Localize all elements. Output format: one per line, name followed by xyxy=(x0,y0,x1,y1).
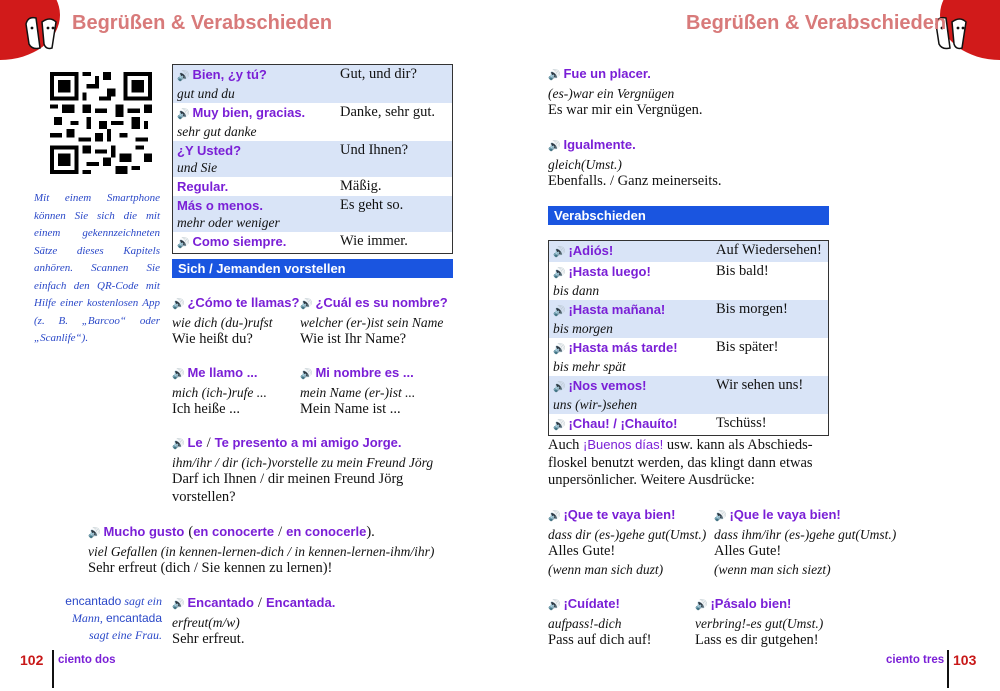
speaker-icon[interactable]: 🔊 xyxy=(553,382,566,393)
faces-icon xyxy=(22,14,62,52)
table-row xyxy=(173,65,453,104)
page-number-left: 102 xyxy=(20,652,44,668)
speaker-icon[interactable]: 🔊 xyxy=(548,600,561,611)
literal-translation: mehr oder weniger xyxy=(177,215,280,230)
german-translation: Danke, sehr gut. xyxy=(340,104,436,120)
table-row xyxy=(549,300,829,338)
speaker-icon[interactable]: 🔊 xyxy=(548,70,561,81)
spanish-phrase: ¡Hasta mañana! xyxy=(568,302,666,317)
speaker-icon[interactable]: 🔊 xyxy=(714,511,727,522)
table-row xyxy=(549,414,829,436)
table-row xyxy=(173,232,453,254)
german-translation: Auf Wiedersehen! xyxy=(712,241,829,263)
phrase-como-te-llamas: 🔊 ¿Cómo te llamas? wie dich (du-)rufst Wie heißt du? xyxy=(172,295,300,347)
table-row xyxy=(173,196,453,232)
speaker-icon[interactable]: 🔊 xyxy=(553,268,566,279)
qr-code[interactable] xyxy=(50,72,152,174)
literal-translation: und Sie xyxy=(177,160,218,175)
speaker-icon[interactable]: 🔊 xyxy=(172,299,185,310)
speaker-icon[interactable]: 🔊 xyxy=(548,141,561,152)
table-row xyxy=(549,241,829,263)
phrase-mi-nombre-es: 🔊 Mi nombre es ... mein Name (er-)ist ... Mein Name ist ... xyxy=(300,365,416,417)
spanish-phrase: Más o menos. xyxy=(177,198,263,213)
page-title-left: Begrüßen & Verabschieden xyxy=(72,12,333,34)
literal-translation: gut und du xyxy=(177,86,235,101)
phrase-te-presento: 🔊 Le / Te presento a mi amigo Jorge. ihm/ihr / dir (ich-)vorstelle zu mein Freund Jörg Darf ich Ihnen / dir meinen Freund Jörg vorstellen? xyxy=(172,435,434,505)
spanish-phrase: ¡Nos vemos! xyxy=(568,378,647,393)
german-translation: Gut, und dir? xyxy=(336,65,453,104)
phrase-igualmente: 🔊 Igualmente. gleich(Umst.) Ebenfalls. / Ganz meinerseits. xyxy=(548,137,722,189)
footer-rule-left xyxy=(52,650,54,688)
speaker-icon[interactable]: 🔊 xyxy=(172,599,185,610)
spanish-phrase: ¡Adiós! xyxy=(568,243,614,258)
speaker-icon[interactable]: 🔊 xyxy=(300,369,313,380)
table-row xyxy=(173,177,453,196)
spanish-cell xyxy=(549,300,713,338)
speaker-icon[interactable]: 🔊 xyxy=(548,511,561,522)
phrase-que-le-vaya-bien: 🔊 ¡Que le vaya bien! dass ihm/ihr (es-)gehe gut(Umst.) Alles Gute! (wenn man sich siezt) xyxy=(714,507,897,577)
spanish-phrase: ¡Chau! / ¡Chauíto! xyxy=(568,416,678,431)
page-word-left: ciento dos xyxy=(58,654,116,666)
spanish-phrase: Bien, ¿y tú? xyxy=(192,67,267,82)
speaker-icon[interactable]: 🔊 xyxy=(300,299,313,310)
spanish-cell xyxy=(549,376,713,414)
phrase-que-te-vaya-bien: 🔊 ¡Que te vaya bien! dass dir (es-)gehe gut(Umst.) Alles Gute! (wenn man sich duzt) xyxy=(548,507,707,577)
speaker-icon[interactable]: 🔊 xyxy=(695,600,708,611)
speaker-icon[interactable]: 🔊 xyxy=(172,369,185,380)
page-word-right: ciento tres xyxy=(886,654,945,666)
spanish-cell xyxy=(549,414,713,436)
speaker-icon[interactable]: 🔊 xyxy=(88,528,101,539)
phrase-mucho-gusto: 🔊 Mucho gusto (en conocerte / en conocerle). viel Gefallen (in kennen-lernen-dich / in kennen-lernen-ihm/ihr) Sehr erfreut (dich / Sie kennen zu lernen)! xyxy=(88,524,435,576)
phrase-cuidate: 🔊 ¡Cuídate! aufpass!-dich Pass auf dich auf! xyxy=(548,596,652,648)
spanish-phrase: ¡Hasta más tarde! xyxy=(568,340,678,355)
speaker-icon[interactable]: 🔊 xyxy=(177,71,190,82)
qr-instructions: Mit einem Smartphone können Sie sich die mit einem gekennzeichneten Sätze dieses Kapitels anhören. Scannen Sie einfach den QR-Code mit Hilfe einer kostenlosen App (z. B. „Barcoo“ oder „Scanlife“). xyxy=(34,192,160,344)
page-number-right: 103 xyxy=(953,652,977,668)
literal-translation: bis mehr spät xyxy=(553,359,626,374)
spanish-cell xyxy=(173,65,337,104)
spanish-phrase: ¿Y Usted? xyxy=(177,143,242,158)
german-translation: Tschüss! xyxy=(716,415,767,431)
literal-translation: sehr gut danke xyxy=(177,124,257,139)
spanish-cell xyxy=(173,232,337,254)
spanish-phrase: ¡Hasta luego! xyxy=(568,264,651,279)
speaker-icon[interactable]: 🔊 xyxy=(553,344,566,355)
german-translation: Mäßig. xyxy=(340,178,382,194)
page-title-right: Begrüßen & Verabschieden xyxy=(686,12,947,34)
phrase-cual-es-su-nombre: 🔊 ¿Cuál es su nombre? welcher (er-)ist sein Name Wie ist Ihr Name? xyxy=(300,295,448,347)
spanish-phrase: Como siempre. xyxy=(192,234,287,249)
phrase-pasalo-bien: 🔊 ¡Pásalo bien! verbring!-es gut(Umst.) Lass es dir gutgehen! xyxy=(695,596,824,648)
farewell-table xyxy=(548,240,829,436)
spanish-cell xyxy=(173,103,337,141)
speaker-icon[interactable]: 🔊 xyxy=(553,306,566,317)
spanish-cell xyxy=(173,177,337,196)
spanish-cell xyxy=(549,262,713,300)
spanish-cell xyxy=(549,338,713,376)
german-translation: Bis bald! xyxy=(716,263,769,279)
literal-translation: bis dann xyxy=(553,283,600,298)
spanish-phrase: Muy bien, gracias. xyxy=(192,105,306,120)
encantado-note: encantado sagt ein Mann, encantada sagt eine Frau. xyxy=(65,594,162,642)
greeting-responses-table xyxy=(172,64,453,254)
speaker-icon[interactable]: 🔊 xyxy=(553,420,566,431)
german-translation: Wir sehen uns! xyxy=(712,376,829,414)
spanish-cell xyxy=(173,141,337,177)
section-header-vorstellen: Sich / Jemanden vorstellen xyxy=(172,259,453,278)
phrase-me-llamo: 🔊 Me llamo ... mich (ich-)rufe ... Ich heiße ... xyxy=(172,365,267,417)
speaker-icon[interactable]: 🔊 xyxy=(177,238,190,249)
table-row xyxy=(549,262,829,300)
speaker-icon[interactable]: 🔊 xyxy=(553,247,566,258)
table-row xyxy=(173,103,453,141)
literal-translation: bis morgen xyxy=(553,321,613,336)
spanish-cell xyxy=(173,196,337,232)
german-translation: Bis später! xyxy=(716,339,779,355)
section-header-verabschieden: Verabschieden xyxy=(548,206,829,225)
footer-rule-right xyxy=(947,650,949,688)
german-translation: Bis morgen! xyxy=(712,300,829,338)
speaker-icon[interactable]: 🔊 xyxy=(172,439,185,450)
table-row xyxy=(549,376,829,414)
german-translation: Wie immer. xyxy=(340,233,408,249)
table-row xyxy=(173,141,453,177)
german-translation: Und Ihnen? xyxy=(336,141,453,177)
spanish-cell xyxy=(549,241,713,263)
german-translation: Es geht so. xyxy=(336,196,453,232)
table-row xyxy=(549,338,829,376)
literal-translation: uns (wir-)sehen xyxy=(553,397,638,412)
spanish-phrase: Regular. xyxy=(177,179,229,194)
speaker-icon[interactable]: 🔊 xyxy=(177,109,190,120)
farewell-paragraph: Auch ¡Buenos días! usw. kann als Abschieds- floskel benutzt werden, das klingt dann etwas unpersönlicher. Weitere Ausdrücke: xyxy=(548,437,813,488)
phrase-encantado: 🔊 Encantado / Encantada. erfreut(m/w) Sehr erfreut. xyxy=(172,595,336,647)
phrase-fue-un-placer: 🔊 Fue un placer. (es-)war ein Vergnügen Es war mir ein Vergnügen. xyxy=(548,66,703,118)
